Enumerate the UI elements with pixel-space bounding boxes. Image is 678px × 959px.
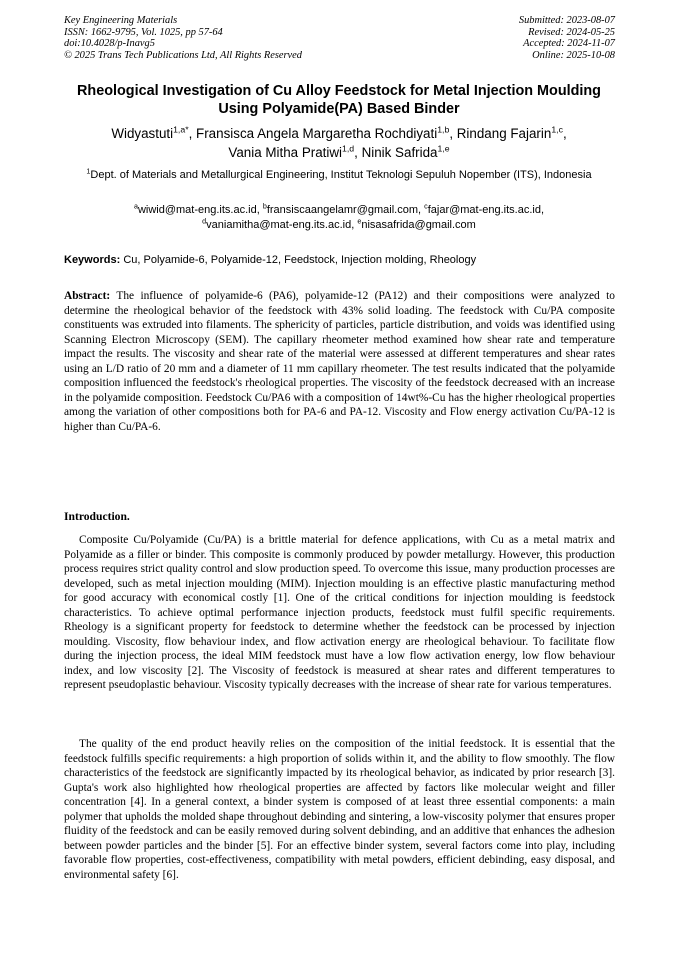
accepted-date: Accepted: 2024-11-07	[523, 38, 615, 50]
revised-date: Revised: 2024-05-25	[528, 26, 615, 38]
author-affil-mark: 1,c	[551, 124, 563, 135]
author-affil-mark: 1,b	[437, 124, 450, 135]
introduction-paragraph: The quality of the end product heavily relies on the composition of the initial feedstock. It is essential that the feedstock fulfills specific requirements: a high proportion of solids within it, and the ability to flow smoothly. The flow characteristics of the feedstock are significantly impacted by its rheological behavior, as indicated by prior research [3]. Gupta's work also highlighted how rheological properties are affected by factors like molecular weight and filler concentration [4]. In a general context, a binder system is composed of at least three essential components: a main polymer that upholds the molded shape throughout debinding and sintering, a low-viscosity polymer that ensures proper fluidity of the feedstock and can be easily removed during solvent debinding, and an additive that enhances the adhesion between powder particles and the binder [5]. For an effective binder system, several factors come into play, including favorable flow properties, cost-effectiveness, compatibility with metal powders, efficient debinding, easy disposal, and environmental safety [6].	[64, 738, 615, 881]
author-name: Ninik Safrida	[361, 145, 438, 160]
affiliation	[70, 168, 608, 183]
journal-name: Key Engineering Materials	[64, 15, 178, 26]
author-name: Fransisca Angela Margaretha Rochdiyati	[196, 126, 438, 141]
abstract	[64, 289, 615, 434]
email-mark: c	[424, 202, 428, 211]
email-link[interactable]: vaniamitha@mat-eng.its.ac.id	[206, 218, 352, 231]
abstract-text: The influence of polyamide-6 (PA6), polyamide-12 (PA12) and their compositions were analyzed to determine the rheological behavior of the feedstock with 43% solid loading. The feedstock with Cu/PA composite constituents was extruded into filaments. The sphericity of particles, particle distribution, and voids was identified using Scanning Electron Microscopy (SEM). The capillary rheometer method examined how shear rate and temperature impact the results. The viscosity and shear rate of the material were assessed at different temperatures and shear rates using an L/D ratio of 20 mm and a diameter of 11 mm capillary rheometer. The test results indicated that the polyamide composition influenced the feedstock's rheological properties. The viscosity of the feedstock decreased with an increase in the polyamide composition. Feedstock Cu/PA6 with a composition of 14wt%-Cu has the higher rheological properties among the variation of other compositions both for PA-6 and PA-12. Viscosity and Flow energy activation Cu/PA-12 is higher than Cu/PA-6.	[64, 290, 615, 433]
email-link[interactable]: nisasafrida@gmail.com	[361, 218, 476, 231]
author-name: Rindang Fajarin	[456, 126, 552, 141]
keywords-label: Keywords:	[64, 254, 121, 266]
online-date: Online: 2025-10-08	[532, 49, 615, 61]
submitted-date: Submitted: 2023-08-07	[518, 15, 615, 26]
author-list: Widyastuti$^{1,a*}$, Fransisca Angela Margaretha Rochdiyati$^{1,b}$, Rindang Fajarin$^{1,c}$, Vania Mitha Pratiwi$^{1,d}$, Ninik Safrida$^{1,e}$	[111, 124, 567, 160]
email-mark: d	[202, 216, 207, 225]
affiliation-text: Dept. of Materials and Metallurgical Engineering, Institut Teknologi Sepuluh Nopember (ITS), Indonesia	[90, 169, 592, 181]
journal-info	[64, 15, 302, 61]
email-mark: a	[133, 202, 138, 211]
email-link[interactable]: wiwid@mat-eng.its.ac.id	[137, 204, 257, 216]
abstract-label: Abstract:	[64, 290, 111, 302]
author-affil-mark: 1,a*	[173, 124, 189, 135]
author-name: Vania Mitha Pratiwi	[228, 145, 343, 160]
publication-dates	[519, 15, 615, 61]
affiliation-mark: 1	[86, 167, 91, 176]
email-mark: b	[262, 202, 267, 211]
author-name: Widyastuti	[111, 126, 174, 141]
issn-line: ISSN: 1662-9795, Vol. 1025, pp 57-64	[64, 26, 223, 38]
email-mark: e	[357, 216, 362, 225]
keywords-section	[64, 253, 624, 267]
introduction-paragraph: Composite Cu/Polyamide (Cu/PA) is a brittle material for defence applications, with Cu as a metal matrix and Polyamide as a filler or binder. This composite is commonly produced by powder metallurgy. However, this production process requires strict quality control and slow production speed. To overcome this issue, many production processes are developed, such as metal injection moulding (MIM). Injection moulding is an effective plastic manufacturing method for good accuracy with economical costly [1]. One of the critical conditions for injection moulding is feedstock characteristics. To achieve optimal performance injection products, feedstock must fulfil specific requirements. Rheology is a significant property for feedstock to determine whether the feedstock can be processed by injection moulding. Viscosity, flow behaviour index, and flow activation energy are rheological behaviour. To facilitate flow during the injection process, the ideal MIM feedstock must have a low flow activation energy, low flow behaviour index, and low viscosity [2]. The Viscosity of feedstock is measured at shear rates and different temperatures to represent pseudoplastic behaviour. Viscosity typically decreases with the increase of shear rate for various temperatures.	[64, 534, 615, 692]
keywords-text: Cu, Polyamide-6, Polyamide-12, Feedstock, Injection molding, Rheology	[123, 254, 477, 266]
paper-title: Rheological Investigation of Cu Alloy Feedstock for Metal Injection Moulding Using Polyamide(PA) Based Binder	[77, 83, 601, 117]
email-link[interactable]: fransiscaangelamr@gmail.com	[266, 204, 418, 216]
author-affil-mark: 1,e	[437, 143, 450, 154]
author-affil-mark: 1,d	[342, 143, 355, 154]
copyright-line: © 2025 Trans Tech Publications Ltd, All Rights Reserved	[64, 49, 302, 61]
email-link[interactable]: fajar@mat-eng.its.ac.id	[427, 204, 541, 216]
introduction-heading: Introduction.	[64, 510, 130, 523]
email-list: $^a$wiwid@mat-eng.its.ac.id, $^b$fransiscaangelamr@gmail.com, $^c$fajar@mat-eng.its.ac.id, $^d$vaniamitha@mat-eng.its.ac.id, $^e$nisasafrida@gmail.com	[133, 202, 545, 231]
doi-line: doi:10.4028/p-Inavg5	[64, 38, 155, 50]
